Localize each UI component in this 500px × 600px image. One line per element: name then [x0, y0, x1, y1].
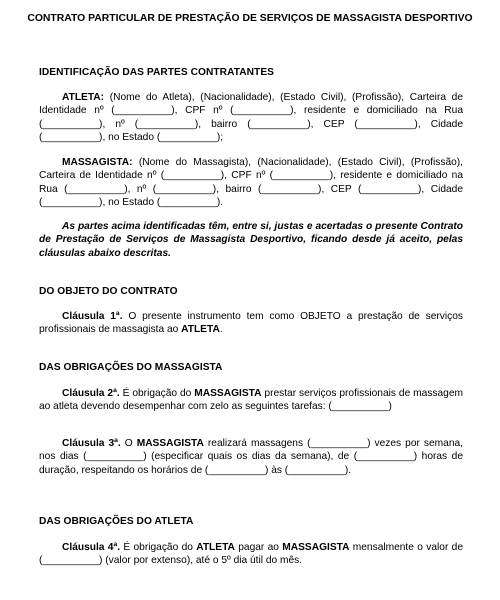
clausula-2-massagista: MASSAGISTA — [194, 388, 262, 399]
clausula-1-atleta: ATLETA — [181, 324, 220, 336]
clausula-2-label: Cláusula 2ª. — [62, 388, 120, 399]
clausula-4-mid: pagar ao — [234, 542, 283, 553]
section-heading-obrig-massagista: DAS OBRIGAÇÕES DO MASSAGISTA — [39, 362, 223, 373]
clausula-2-text: prestar serviços profissionais de massagem ao atleta devendo desempenhar com zelo as seguintes tarefas: (__________) — [39, 388, 463, 413]
clausula-2-paragraph — [39, 387, 463, 414]
atleta-label: ATLETA: — [62, 92, 105, 103]
massagista-label: MASSAGISTA: — [62, 157, 133, 168]
clausula-4-paragraph — [39, 541, 463, 568]
clausula-2-pre: É obrigação do — [119, 388, 195, 399]
clausula-3-text: realizará massagens (__________) vezes por semana, nos dias (__________) (especificar quais os dias da semana), de (__________) horas de duração, respeitando os horários de (__________) às (__________). — [39, 438, 463, 476]
section-heading-identificacao: IDENTIFICAÇÃO DAS PARTES CONTRATANTES — [39, 67, 275, 78]
partes-paragraph: As partes acima identificadas têm, entre si, justas e acertadas o presente Contrato de Prestação de Serviços de Massagista Desportivo, ficando desde já aceito, pelas cláusulas abaixo descritas. — [39, 221, 463, 259]
clausula-4-text: mensalmente o valor de (__________) (valor por extenso), até o 5º dia útil do mês. — [39, 542, 463, 567]
atleta-paragraph — [39, 91, 463, 144]
section-heading-obrig-atleta: DAS OBRIGAÇÕES DO ATLETA — [39, 516, 194, 527]
atleta-text: (Nome do Atleta), (Nacionalidade), (Estado Civil), (Profissão), Carteira de Identidade nº (__________), CPF nº (__________), residente e domiciliado na Rua (__________), nº (__________), bairro (__________), CEP (__________), Cidade (__________), no Estado (__________); — [39, 92, 463, 143]
massagista-text: (Nome do Massagista), (Nacionalidade), (Estado Civil), (Profissão), Carteira de Identidade nº (__________), CPF nº (__________), residente e domiciliado na Rua (__________), nº (__________), bairro (__________), CEP (__________), Cidade (__________), no Estado (__________). — [39, 157, 463, 208]
clausula-1-paragraph — [39, 310, 463, 337]
clausula-1-text: O presente instrumento tem como OBJETO a prestação de serviços profissionais de massagista ao — [39, 311, 463, 336]
clausula-4-pre: É obrigação do — [120, 542, 197, 553]
clausula-3-massagista: MASSAGISTA — [136, 438, 204, 449]
clausula-4-atleta: ATLETA — [196, 542, 235, 553]
clausula-3-paragraph — [39, 437, 463, 477]
massagista-paragraph — [39, 156, 463, 209]
section-heading-objeto: DO OBJETO DO CONTRATO — [39, 286, 178, 297]
document-title: CONTRATO PARTICULAR DE PRESTAÇÃO DE SERVIÇOS DE MASSAGISTA DESPORTIVO — [27, 13, 473, 24]
clausula-1-end: . — [219, 324, 223, 336]
clausula-3-pre: O — [120, 438, 137, 449]
clausula-4-massagista: MASSAGISTA — [282, 542, 350, 553]
clausula-3-label: Cláusula 3ª. — [62, 438, 121, 449]
clausula-4-label: Cláusula 4ª. — [62, 542, 121, 553]
clausula-1-label: Cláusula 1ª. — [62, 311, 123, 322]
